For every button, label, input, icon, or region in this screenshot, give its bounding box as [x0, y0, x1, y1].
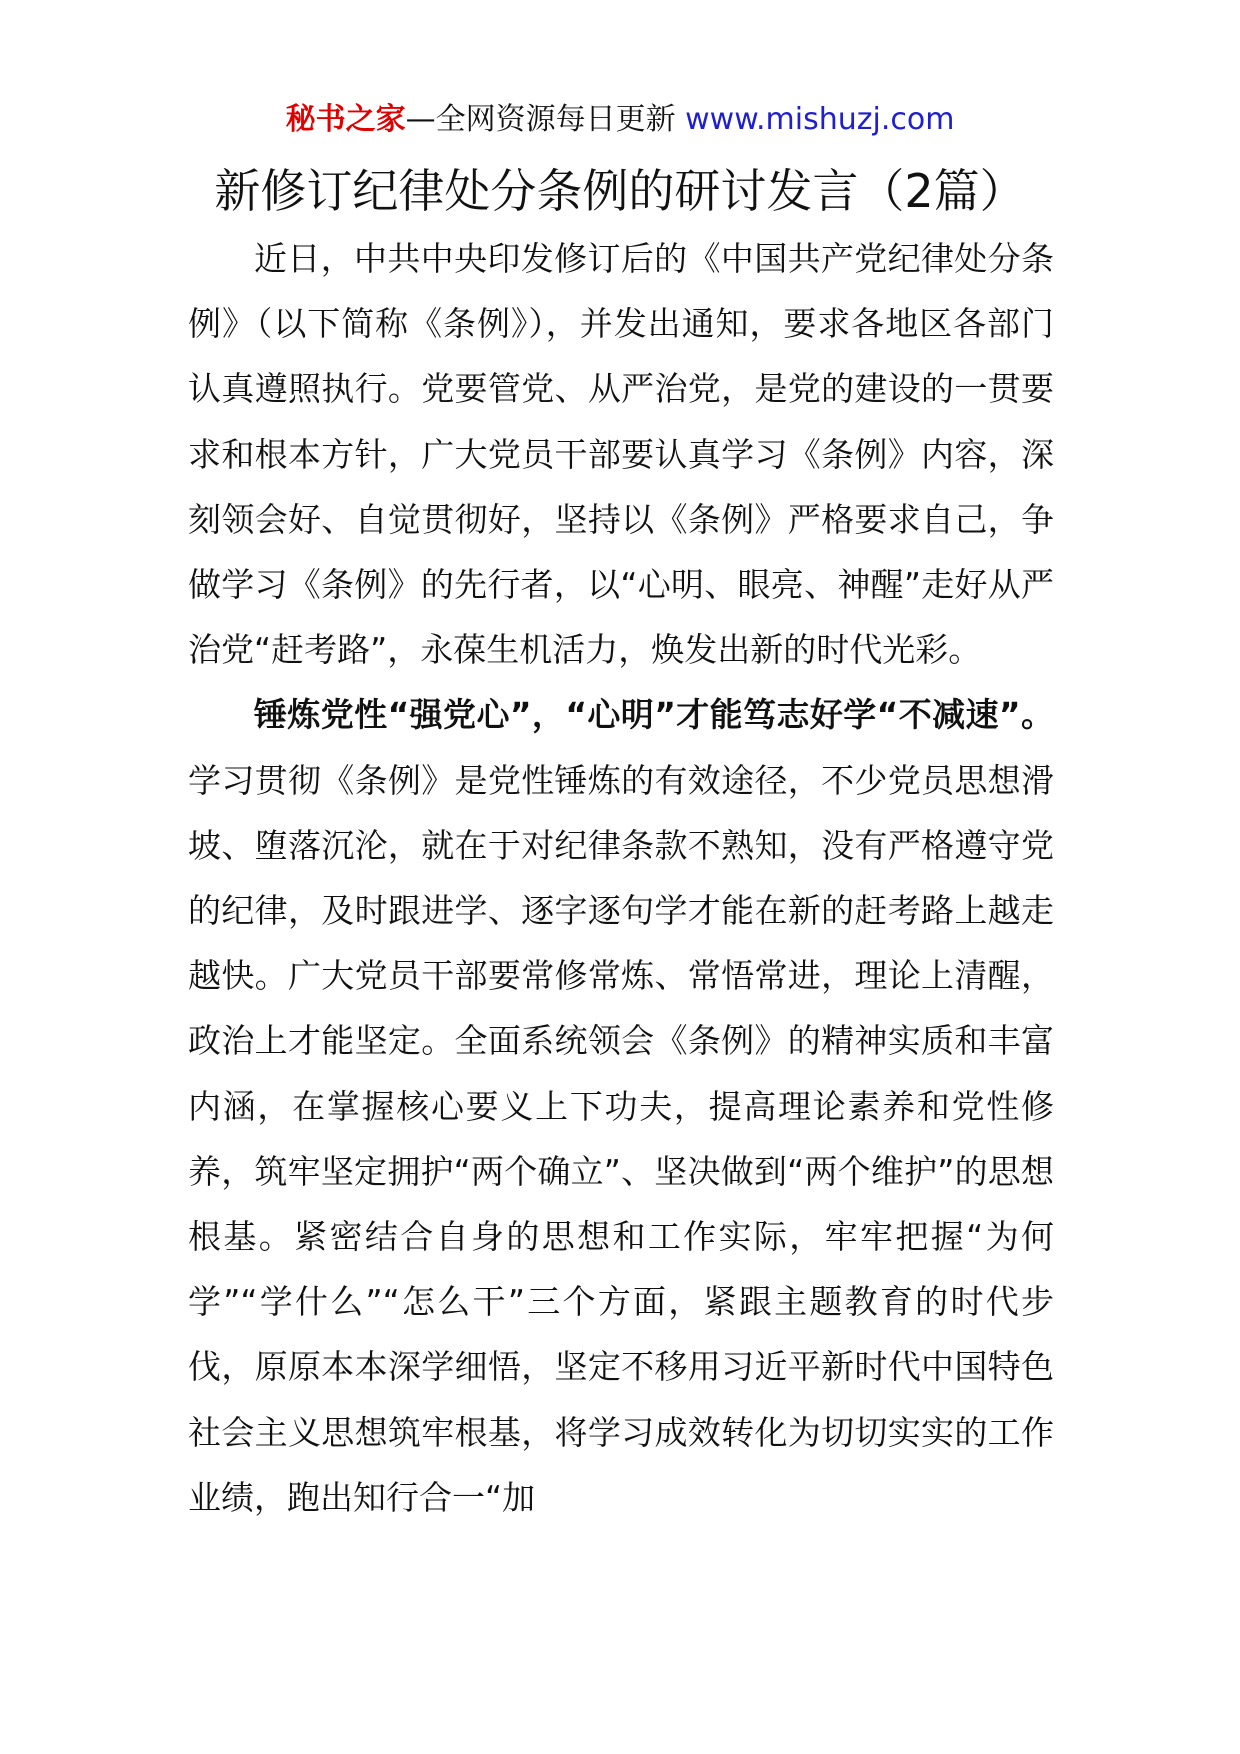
paragraph-intro: [188, 226, 1054, 682]
paragraph-text: 学习贯彻《条例》是党性锤炼的有效途径，不少党员思想滑坡、堕落沉沦，就在于对纪律条款不熟知，没有严格遵守党的纪律，及时跟进学、逐字逐句学才能在新的赶考路上越走越快。广大党员干部要常修常炼、常悟常进，理论上清醒，政治上才能坚定。全面系统领会《条例》的精神实质和丰富内涵，在掌握核心要义上下功夫，提高理论素养和党性修养，筑牢坚定拥护“两个确立”、坚决做到“两个维护”的思想根基。紧密结合自身的思想和工作实际，牢牢把握“为何学”“学什么”“怎么干”三个方面，紧跟主题教育的时代步伐，原原本本深学细悟，坚定不移用习近平新时代中国特色社会主义思想筑牢根基，将学习成效转化为切切实实的工作业绩，跑出知行合一“加: [188, 760, 1054, 1517]
paragraph-text: 近日，中共中央印发修订后的《中国共产党纪律处分条例》（以下简称《条例》），并发出通知，要求各地区各部门认真遵照执行。党要管党、从严治党，是党的建设的一贯要求和根本方针，广大党员干部要认真学习《条例》内容，深刻领会好、自觉贯彻好，坚持以《条例》严格要求自己，争做学习《条例》的先行者，以“心明、眼亮、神醒”走好从严治党“赶考路”，永葆生机活力，焕发出新的时代光彩。: [188, 239, 1054, 670]
document-body: [188, 226, 1054, 1530]
document-title: 新修订纪律处分条例的研讨发言（2篇）: [214, 164, 1026, 218]
site-header: [0, 100, 1240, 140]
site-url-link[interactable]: www.mishuzj.com: [685, 102, 955, 137]
paragraph-lead: 锤炼党性“强党心”，“心明”才能笃志好学“不减速”。: [254, 695, 1054, 735]
site-brand: 秘书之家: [285, 102, 406, 137]
site-slogan: —全网资源每日更新: [405, 102, 686, 137]
paragraph-section-1: [188, 682, 1054, 1530]
